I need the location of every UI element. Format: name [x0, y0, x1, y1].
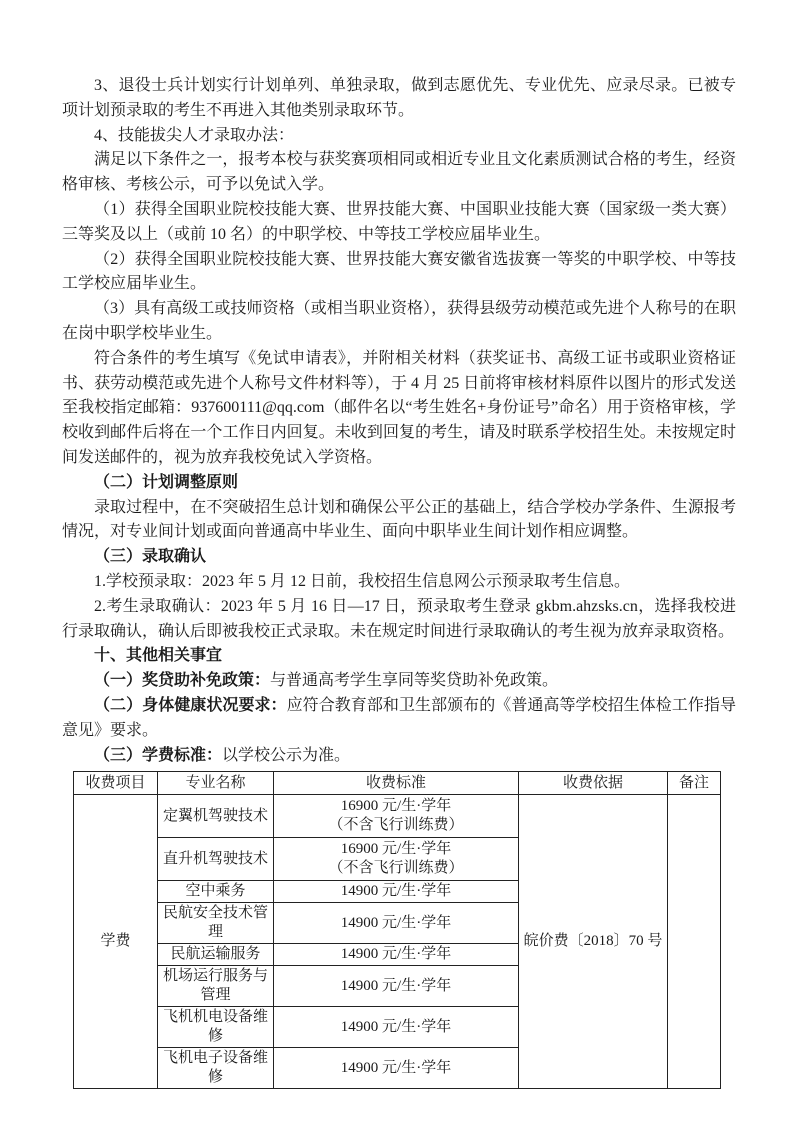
- heading-plan-adjustment: （二）计划调整原则: [94, 473, 239, 491]
- major-cell: 飞机电子设备维修: [158, 1048, 274, 1089]
- fee-cell: 14900 元/生·学年: [274, 1048, 519, 1089]
- para-pre-admission: 1.学校预录取：2023 年 5 月 12 日前，我校招生信息网公示预录取考生信息。: [94, 572, 631, 590]
- para-condition-2: （2）获得全国职业院校技能大赛、世界技能大赛安徽省选拔赛一等奖的中职学校、中等技工学校应届毕业生。: [62, 250, 736, 293]
- fee-cell: 16900 元/生·学年 （不含飞行训练费）: [274, 795, 519, 838]
- para-scholarship-policy: （一）奖贷助补免政策：与普通高考学生享同等奖贷助补免政策。: [94, 672, 559, 690]
- major-cell: 民航安全技术管理: [158, 903, 274, 944]
- fee-cell: 14900 元/生·学年: [274, 966, 519, 1007]
- col-header-fee-basis: 收费依据: [519, 772, 668, 795]
- fee-cell: 14900 元/生·学年: [274, 903, 519, 944]
- major-cell: 空中乘务: [158, 881, 274, 903]
- para-exemption-conditions-intro: 满足以下条件之一，报考本校与获奖赛项相同或相近专业且文化素质测试合格的考生，经资格审核、考核公示，可予以免试入学。: [62, 151, 736, 194]
- para-condition-3: （3）具有高级工或技师资格（或相当职业资格），获得县级劳动模范或先进个人称号的在职在岗中职学校毕业生。: [62, 300, 736, 342]
- col-header-major-name: 专业名称: [158, 772, 274, 795]
- heading-other-matters: 十、其他相关事宜: [94, 647, 223, 665]
- heading-admission-confirmation: （三）录取确认: [94, 548, 207, 566]
- col-header-remark: 备注: [668, 772, 721, 795]
- para-candidate-confirmation: 2.考生录取确认：2023 年 5 月 16 日—17 日，预录取考生登录 gkbm.ahzsks.cn，选择我校进行录取确认，确认后即被我校正式录取。未在规定时间进行录取确认的考生视为放弃录取资格。: [62, 597, 736, 640]
- fee-cell: 14900 元/生·学年: [274, 1007, 519, 1048]
- para-tuition-standard: （三）学费标准：以学校公示为准。: [94, 746, 351, 764]
- major-cell: 飞机机电设备维修: [158, 1007, 274, 1048]
- para-condition-1: （1）获得全国职业院校技能大赛、世界技能大赛、中国职业技能大赛（国家级一类大赛）三等奖及以上（或前 10 名）的中职学校、中等技工学校应届毕业生。: [62, 200, 736, 243]
- para-health-requirement: （二）身体健康状况要求：应符合教育部和卫生部颁布的《普通高等学校招生体检工作指导意见》要求。: [62, 696, 736, 739]
- para-application-procedure: 符合条件的考生填写《免试申请表》，并附相关材料（获奖证书、高级工证书或职业资格证书、获劳动模范或先进个人称号文件材料等），于 4 月 25 日前将审核材料原件以图片的形式发送至我校指定邮箱：937600111@qq.com（邮件名以“考生姓名+身份证号”命名）用于资格审核，学校收到邮件后将在一个工作日内回复。未收到回复的考生，请及时联系学校招生处。未按规定时间发送邮件的，视为放弃我校免试入学资格。: [62, 349, 736, 466]
- para-plan-adjustment-body: 录取过程中，在不突破招生总计划和确保公平公正的基础上，结合学校办学条件、生源报考情况，对专业间计划或面向普通高中毕业生、面向中职毕业生间计划作相应调整。: [62, 498, 736, 541]
- tuition-fee-table: [73, 771, 721, 1089]
- para-skill-talent-heading: 4、技能拔尖人才录取办法：: [94, 126, 295, 144]
- col-header-fee-item: 收费项目: [74, 772, 158, 795]
- major-cell: 民航运输服务: [158, 944, 274, 966]
- fee-basis-cell: 皖价费〔2018〕70 号: [519, 795, 668, 1089]
- major-cell: 定翼机驾驶技术: [158, 795, 274, 838]
- fee-item-cell: 学费: [74, 795, 158, 1089]
- fee-cell: 14900 元/生·学年: [274, 944, 519, 966]
- major-cell: 直升机驾驶技术: [158, 838, 274, 881]
- para-veteran-plan: 3、退役士兵计划实行计划单列、单独录取，做到志愿优先、专业优先、应录尽录。已被专项计划预录取的考生不再进入其他类别录取环节。: [62, 77, 736, 119]
- table-row: [74, 795, 721, 838]
- remark-cell: [668, 795, 721, 1089]
- col-header-fee-standard: 收费标准: [274, 772, 519, 795]
- fee-cell: 14900 元/生·学年: [274, 881, 519, 903]
- major-cell: 机场运行服务与管理: [158, 966, 274, 1007]
- table-header-row: [74, 772, 721, 795]
- fee-cell: 16900 元/生·学年 （不含飞行训练费）: [274, 838, 519, 881]
